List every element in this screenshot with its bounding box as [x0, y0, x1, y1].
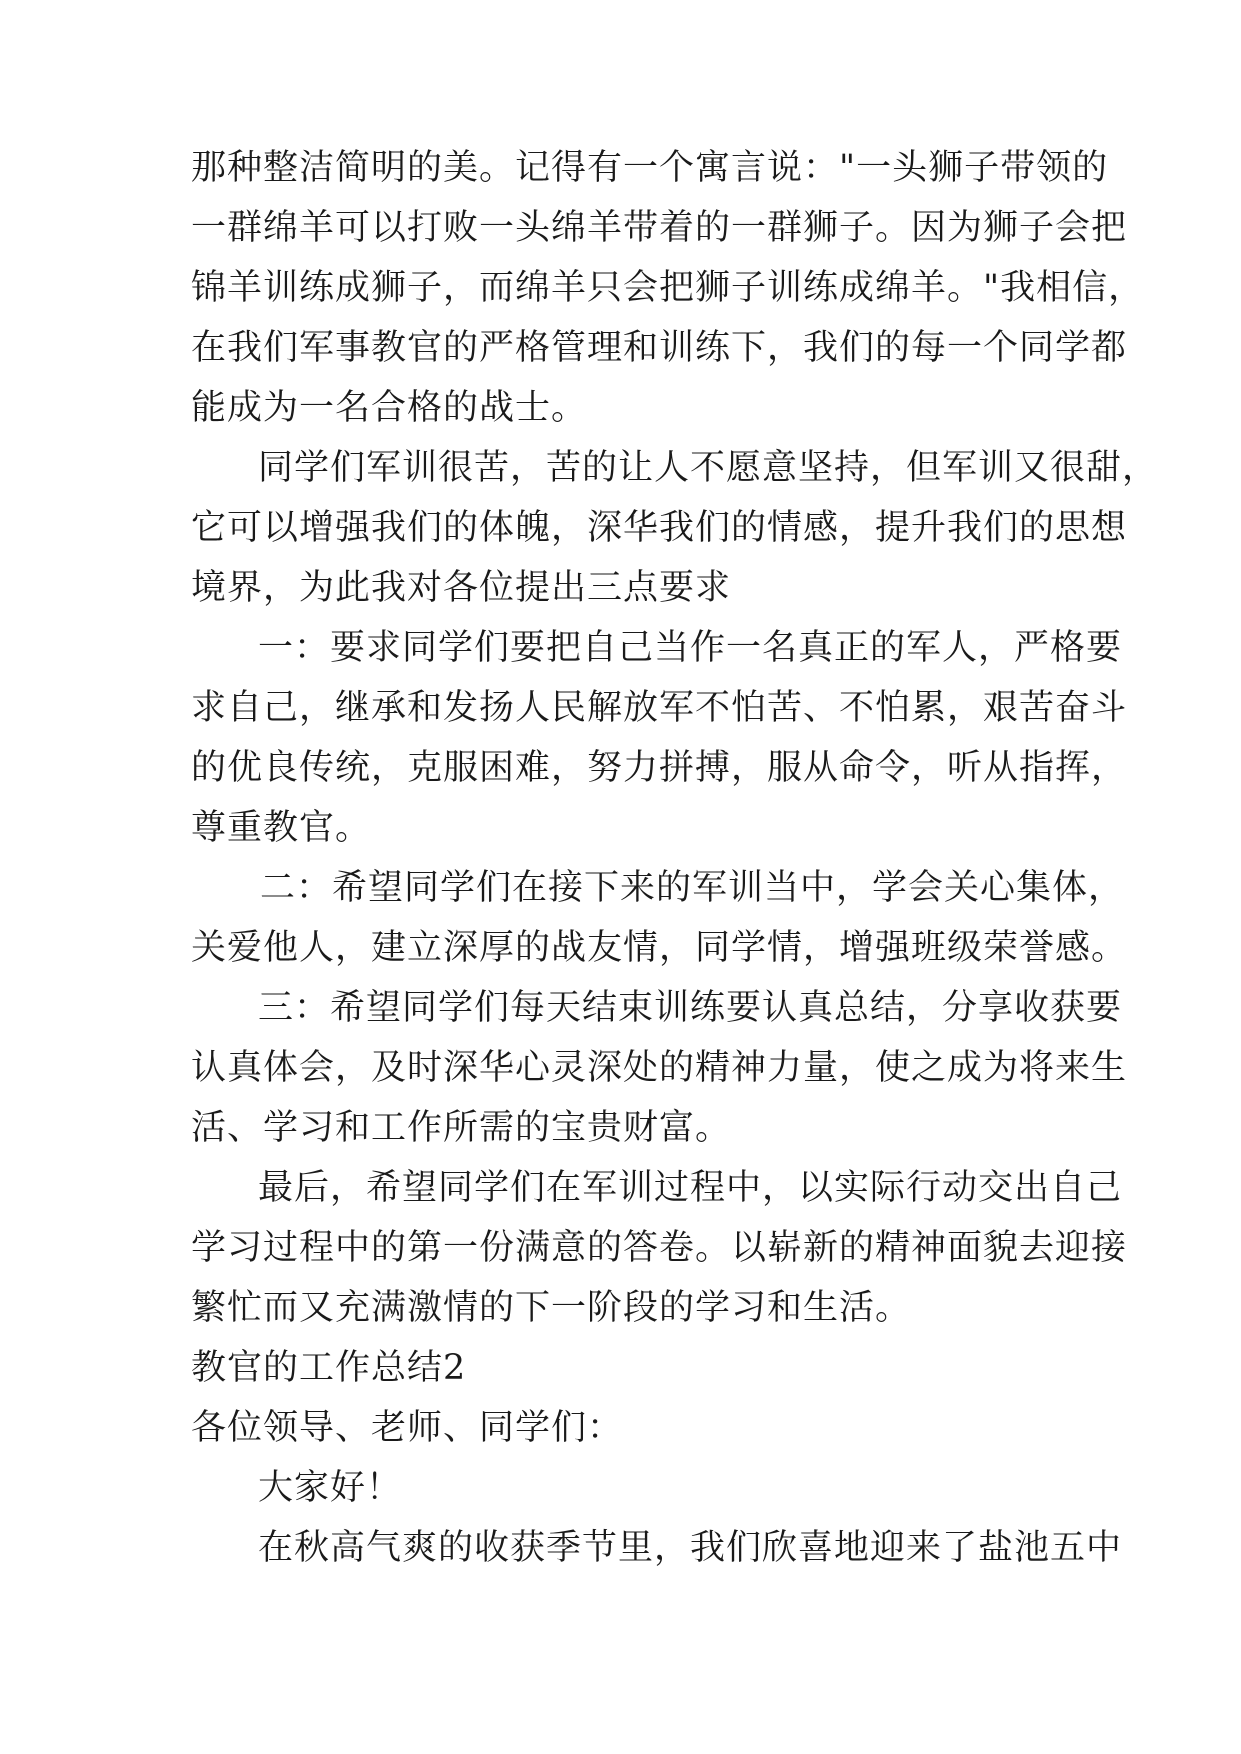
paragraph-3-line-4: 尊重教官。: [191, 808, 372, 848]
paragraph-6-line-1: 最后，希望同学们在军训过程中，以实际行动交出自己: [258, 1168, 1123, 1208]
paragraph-4-line-2: 关爱他人，建立深厚的战友情，同学情，增强班级荣誉感。: [191, 928, 1128, 968]
paragraph-4-line-1: 二：希望同学们在接下来的军训当中，学会关心集体，: [260, 868, 1125, 908]
paragraph-5-line-2: 认真体会，及时深华心灵深处的精神力量，使之成为将来生: [191, 1048, 1128, 1088]
paragraph-3-line-3: 的优良传统，克服困难，努力拼搏，服从命令，听从指挥，: [191, 748, 1128, 788]
paragraph-2-line-1: 同学们军训很苦，苦的让人不愿意坚持，但军训又很甜，: [258, 448, 1159, 488]
paragraph-2-line-2: 它可以增强我们的体魄，深华我们的情感，提升我们的思想: [191, 508, 1128, 548]
paragraph-3-line-1: 一：要求同学们要把自己当作一名真正的军人，严格要: [258, 628, 1123, 668]
paragraph-6-line-3: 繁忙而又充满激情的下一阶段的学习和生活。: [191, 1288, 912, 1328]
paragraph-1-line-5: 能成为一名合格的战士。: [191, 388, 588, 428]
paragraph-5-line-3: 活、学习和工作所需的宝贵财富。: [191, 1108, 732, 1148]
paragraph-5-line-1: 三：希望同学们每天结束训练要认真总结，分享收获要: [258, 988, 1123, 1028]
section-title: 教官的工作总结2: [191, 1348, 467, 1388]
salutation: 各位领导、老师、同学们：: [191, 1408, 624, 1448]
paragraph-1-line-3: 锦羊训练成狮子，而绵羊只会把狮子训练成绵羊。"我相信，: [191, 268, 1145, 308]
paragraph-3-line-2: 求自己，继承和发扬人民解放军不怕苦、不怕累，艰苦奋斗: [191, 688, 1128, 728]
paragraph-1-line-2: 一群绵羊可以打败一头绵羊带着的一群狮子。因为狮子会把: [191, 208, 1128, 248]
greeting: 大家好！: [258, 1468, 403, 1508]
opening-line: 在秋高气爽的收获季节里，我们欣喜地迎来了盐池五中: [258, 1528, 1123, 1568]
paragraph-1-line-1: 那种整洁简明的美。记得有一个寓言说："一头狮子带领的: [191, 148, 1109, 188]
paragraph-1-line-4: 在我们军事教官的严格管理和训练下，我们的每一个同学都: [191, 328, 1128, 368]
paragraph-6-line-2: 学习过程中的第一份满意的答卷。以崭新的精神面貌去迎接: [191, 1228, 1128, 1268]
paragraph-2-line-3: 境界，为此我对各位提出三点要求: [191, 568, 732, 608]
